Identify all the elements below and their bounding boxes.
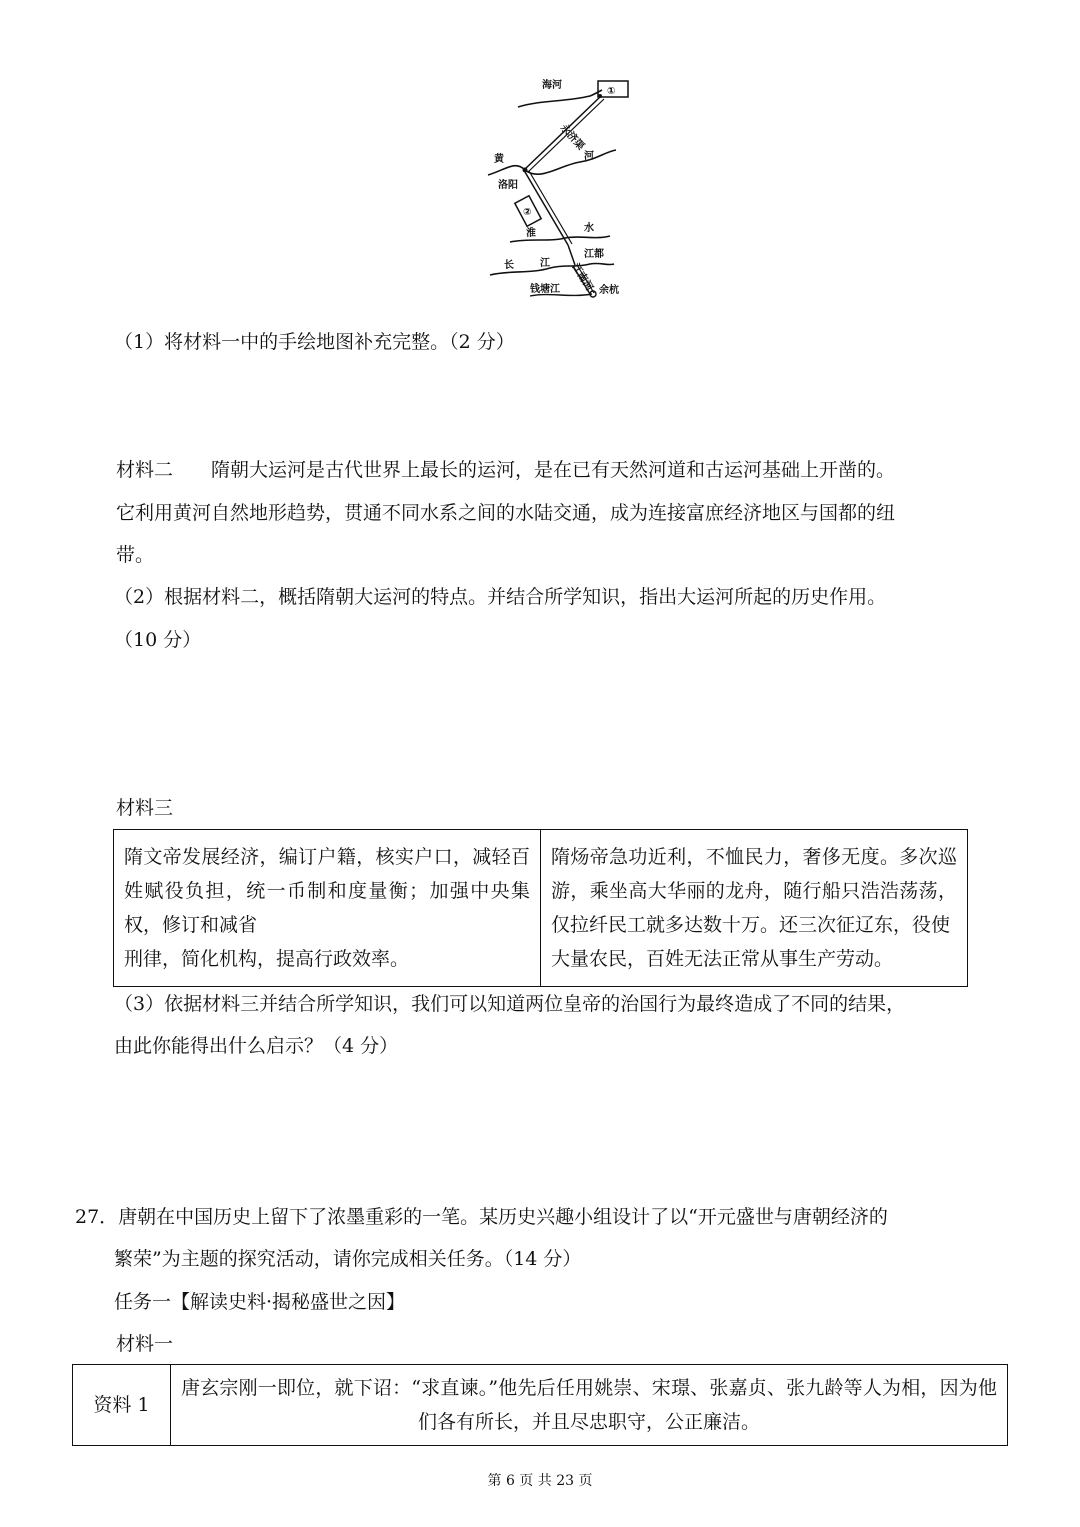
source1-table <box>72 1364 1008 1446</box>
label-yongji: 永济渠 <box>557 122 587 153</box>
material3-table <box>113 829 968 987</box>
source1-head: 资料 1 <box>73 1365 171 1446</box>
label-marker1: ① <box>607 86 616 97</box>
grand-canal-map-svg <box>480 70 640 306</box>
luoyang-point <box>523 168 528 173</box>
huai-river <box>510 236 610 242</box>
label-huai: 淮 <box>526 228 536 239</box>
question-3-line2: 由此你能得出什么启示？（4 分） <box>114 1035 399 1057</box>
material2-line2: 它利用黄河自然地形趋势，贯通不同水系之间的水陆交通，成为连接富庶经济地区与国都的纽 <box>116 502 896 524</box>
label-jiangnanhe: 江南河 <box>569 261 595 294</box>
material3-left-text: 隋文帝发展经济，编订户籍，核实户口，减轻百姓赋役负担，统一币制和度量衡；加强中央集权，修订和减省 <box>124 846 530 936</box>
label-qiantangjiang: 钱塘江 <box>530 284 560 295</box>
question-27-line1: 27．唐朝在中国历史上留下了浓墨重彩的一笔。某历史兴趣小组设计了以“开元盛世与唐朝经济的 <box>75 1206 888 1228</box>
yellow-river <box>488 150 616 175</box>
grand-canal-map <box>480 70 640 306</box>
material2-line1: 材料二 隋朝大运河是古代世界上最长的运河，是在已有天然河道和古运河基础上开凿的。 <box>116 459 896 481</box>
material3-right-last: 大量农民，百姓无法正常从事生产劳动。 <box>551 948 894 970</box>
haihe-river <box>518 90 602 107</box>
question-27-line2: 繁荣”为主题的探究活动，请你完成相关任务。（14 分） <box>114 1248 582 1270</box>
question-3-line1: （3）依据材料三并结合所学知识，我们可以知道两位皇帝的治国行为最终造成了不同的结果， <box>114 993 906 1015</box>
question-2-line1: （2）根据材料二，概括隋朝大运河的特点。并结合所学知识，指出大运河所起的历史作用。 <box>114 586 887 608</box>
han-canal <box>568 245 575 265</box>
label-shui: 水 <box>584 223 594 234</box>
question-1: （1）将材料一中的手绘地图补充完整。（2 分） <box>114 331 515 353</box>
label-luoyang: 洛阳 <box>498 180 518 191</box>
task1-heading: 任务一【解读史料·揭秘盛世之因】 <box>114 1291 406 1313</box>
label-haihe: 海河 <box>542 80 562 91</box>
label-yuhang: 余杭 <box>599 285 619 296</box>
material3-left-cell <box>114 830 541 987</box>
source1-body: 唐玄宗刚一即位，就下诏：“求直谏。”他先后任用姚崇、宋璟、张嘉贞、张九龄等人为相，因为他们各有所长，并且尽忠职守，公正廉洁。 <box>171 1365 1008 1446</box>
label-chang: 长 <box>504 260 514 271</box>
material3-right-text: 隋炀帝急功近利，不恤民力，奢侈无度。多次巡游，乘坐高大华丽的龙舟，随行船只浩浩荡荡，仅拉纤民工就多达数十万。还三次征辽东，役使 <box>551 846 957 936</box>
material3-right-cell <box>541 830 968 987</box>
label-jiangdu: 江都 <box>584 249 604 260</box>
material3-left-last: 刑律，简化机构，提高行政效率。 <box>124 948 410 970</box>
page-footer: 第 6 页 共 23 页 <box>487 1473 593 1489</box>
label-huang: 黄 <box>494 154 504 165</box>
label-marker2: ② <box>523 207 532 218</box>
material1-label: 材料一 <box>116 1333 174 1355</box>
material2-line3: 带。 <box>116 544 155 566</box>
question-2-line2: （10 分） <box>114 629 202 651</box>
material3-label: 材料三 <box>116 797 174 819</box>
label-he: 河 <box>584 151 594 162</box>
label-jiang: 江 <box>540 258 550 269</box>
